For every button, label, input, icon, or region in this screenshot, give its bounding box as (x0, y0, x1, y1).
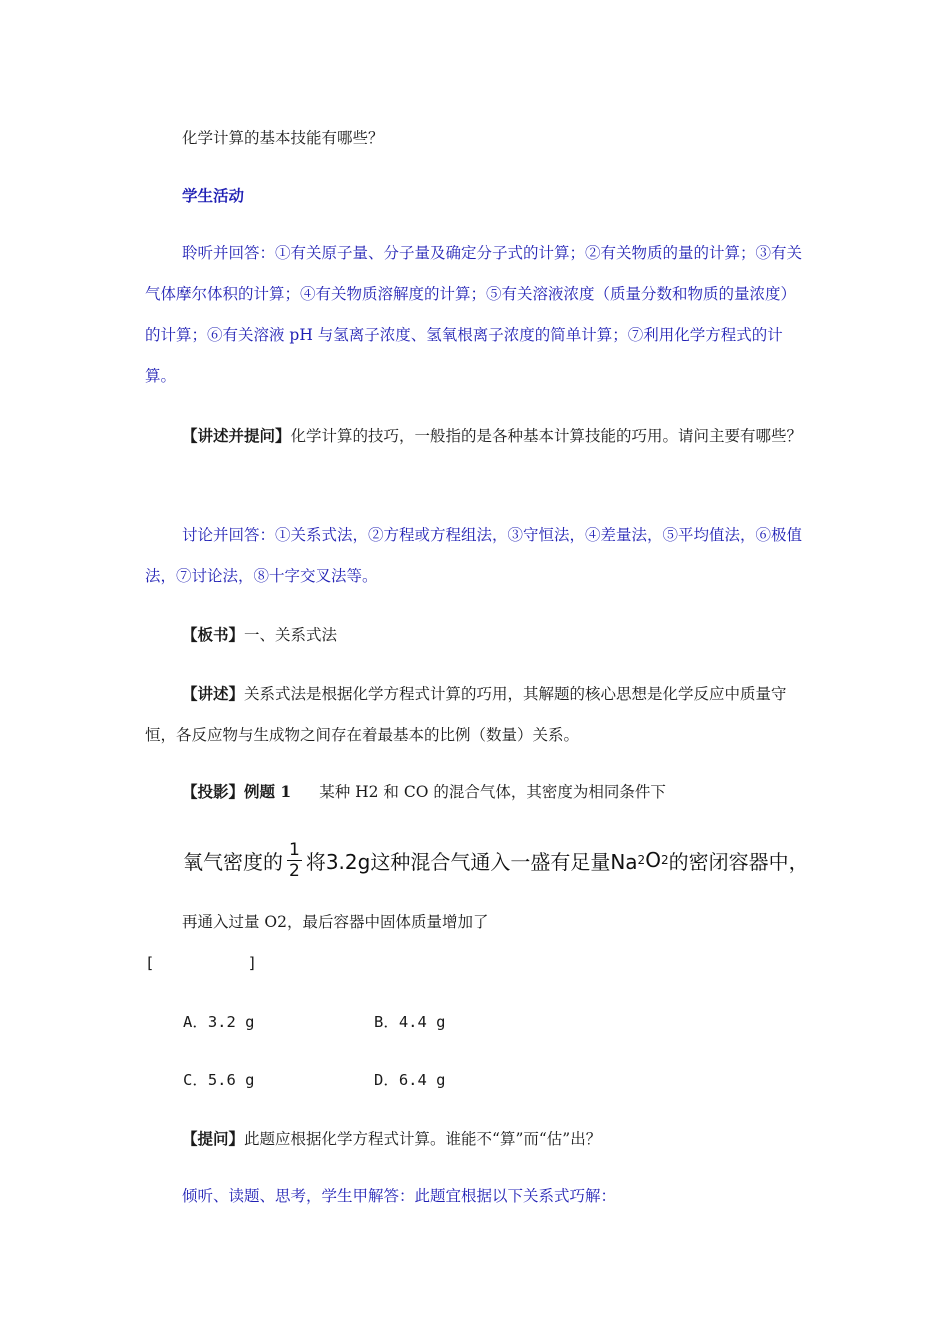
example-formula-image (183, 832, 809, 888)
answer-techniques: 讨论并回答：①关系式法，②方程或方程组法，③守恒法，④差量法，⑤平均值法，⑥极值法，⑦讨论法，⑧十字交叉法等。 (145, 526, 803, 585)
lecture-ask-text: 化学计算的技巧，一般指的是各种基本计算技能的巧用。请问主要有哪些？ (290, 427, 803, 445)
example-text: 某种 H2 和 CO 的混合气体，其密度为相同条件下 (319, 783, 666, 801)
lecture-paragraph (145, 673, 805, 756)
option-d: D．6.4 g (374, 1071, 446, 1089)
board-text: 一、关系式法 (244, 626, 338, 644)
option-c: C．5.6 g (183, 1071, 255, 1089)
example-continuation: 再通入过量 O2，最后容器中固体质量增加了 (182, 913, 489, 931)
lecture-ask-tag: 【讲述并提问】 (182, 426, 291, 445)
option-b: B．4.4 g (374, 1013, 446, 1031)
ask-paragraph (145, 1118, 805, 1160)
fraction-denominator: 2 (289, 860, 300, 881)
ask-text: 此题应根据化学方程式计算。谁能不“算”而“估”出？ (244, 1130, 602, 1148)
answer-bracket: [ ] (145, 954, 257, 972)
fraction-one-half (287, 840, 302, 881)
question-basic-skills: 化学计算的基本技能有哪些？ (182, 129, 384, 147)
formula-sub-2: 2 (660, 853, 669, 867)
formula-sub-1: 2 (637, 853, 646, 867)
ask-tag: 【提问】 (182, 1129, 245, 1148)
answer-student-a: 倾听、读题、思考，学生甲解答：此题宜根据以下关系式巧解： (182, 1187, 617, 1205)
lecture-tag: 【讲述】 (182, 684, 245, 703)
heading-student-activity: 学生活动 (182, 186, 245, 205)
formula-after: 的密闭容器中， (668, 849, 809, 874)
fraction-numerator: 1 (289, 839, 300, 860)
board-tag: 【板书】 (182, 625, 245, 644)
projection-paragraph (145, 771, 805, 813)
example-label: 例题 1 (244, 782, 292, 801)
option-a: A．3.2 g (183, 1013, 255, 1031)
formula-middle: 将3.2g这种混合气通入一盛有足量Na (305, 849, 638, 874)
answer-basic-skills: 聆听并回答：①有关原子量、分子量及确定分子式的计算；②有关物质的量的计算；③有关气体摩尔体积的计算；④有关物质溶解度的计算；⑤有关溶液浓度（质量分数和物质的量浓度）的计算；⑥有关溶液 pH 与氢离子浓度、氢氧根离子浓度的简单计算；⑦利用化学方程式的计算。 (145, 244, 803, 385)
projection-tag: 【投影】 (182, 782, 245, 801)
lecture-text: 关系式法是根据化学方程式计算的巧用，其解题的核心思想是化学反应中质量守恒，各反应物与生成物之间存在着最基本的比例（数量）关系。 (145, 685, 787, 744)
formula-o: O (645, 848, 661, 872)
formula-before: 氧气密度的 (183, 849, 283, 874)
lecture-ask-paragraph (145, 415, 805, 457)
board-paragraph (145, 614, 805, 656)
